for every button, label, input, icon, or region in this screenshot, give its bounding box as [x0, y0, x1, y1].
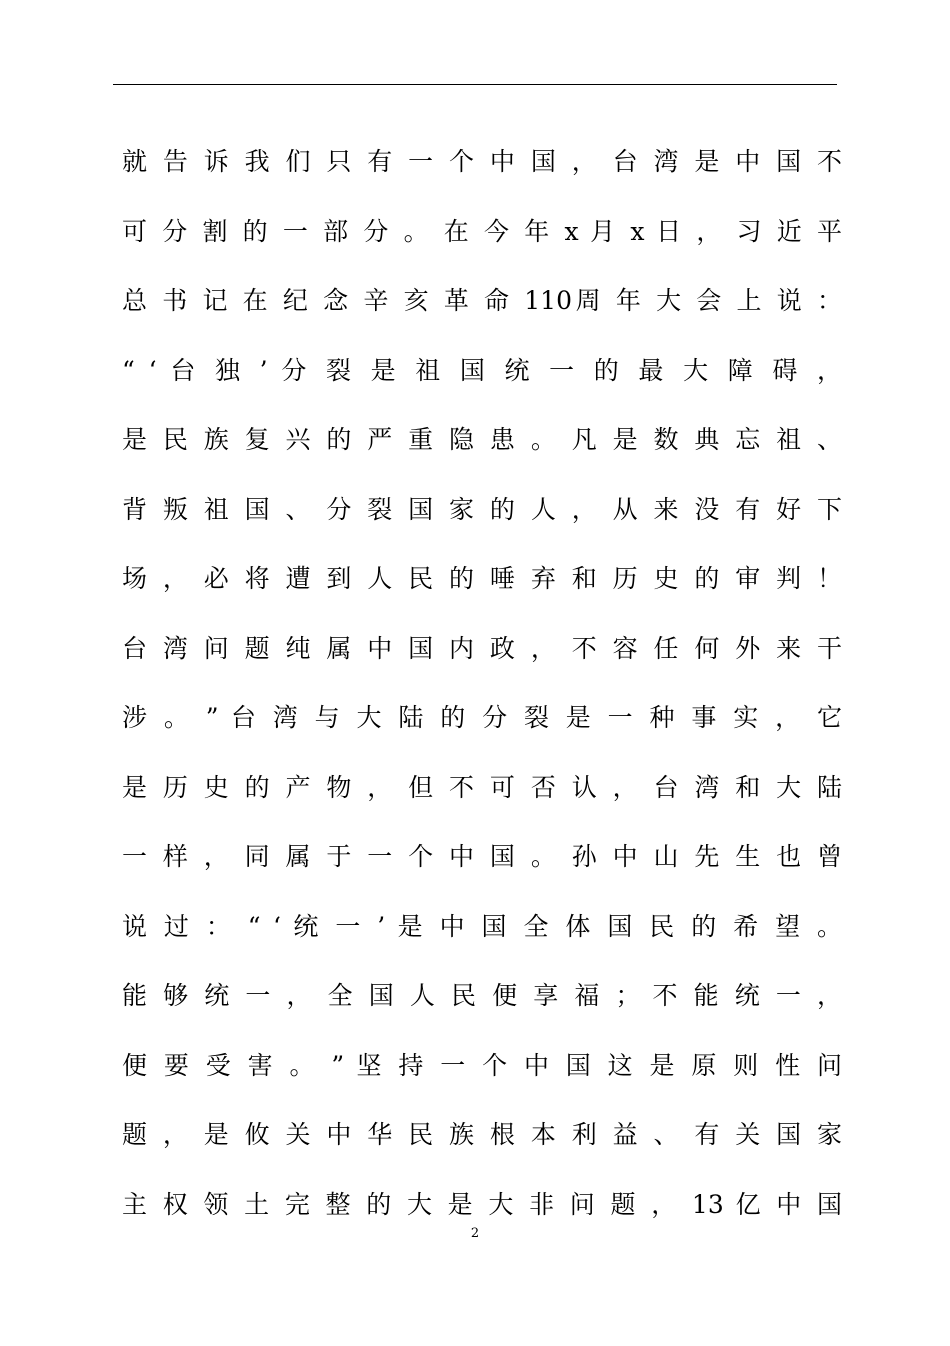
text-line-9: 涉 。 ” 台 湾 与 大 陆 的 分 裂 是 一 种 事 实 ， 它 — [122, 703, 842, 732]
header-rule — [113, 84, 837, 85]
text-line-13: 能 够 统 一 ， 全 国 人 民 便 享 福 ； 不 能 统 一 ， — [122, 981, 842, 1010]
text-line-11: 一 样 ， 同 属 于 一 个 中 国 。 孙 中 山 先 生 也 曾 — [122, 842, 842, 871]
text-line-16: 主 权 领 土 完 整 的 大 是 大 非 问 题 ， 13 亿 中 国 — [122, 1189, 842, 1219]
text-line-4: “ ‘ 台 独 ’ 分 裂 是 祖 国 统 一 的 最 大 障 碍 ， — [122, 355, 842, 385]
text-line-15: 题 ， 是 攸 关 中 华 民 族 根 本 利 益 、 有 关 国 家 — [122, 1120, 842, 1149]
text-line-8: 台 湾 问 题 纯 属 中 国 内 政 ， 不 容 任 何 外 来 干 — [122, 633, 842, 663]
text-line-12: 说 过 ： “ ‘ 统 一 ’ 是 中 国 全 体 国 民 的 希 望 。 — [122, 911, 842, 941]
text-line-10: 是 历 史 的 产 物 ， 但 不 可 否 认 ， 台 湾 和 大 陆 — [122, 772, 842, 802]
text-line-3: 总 书 记 在 纪 念 辛 亥 革 命 110周 年 大 会 上 说 ： — [122, 286, 842, 315]
text-line-2: 可 分 割 的 一 部 分 。 在 今 年 x 月 x 日 ， 习 近 平 — [122, 216, 842, 246]
text-line-7: 场 ， 必 将 遭 到 人 民 的 唾 弃 和 历 史 的 审 判 ！ — [122, 564, 842, 593]
text-line-6: 背 叛 祖 国 、 分 裂 国 家 的 人 ， 从 来 没 有 好 下 — [122, 494, 842, 524]
document-body — [122, 138, 842, 1250]
text-line-1: 就 告 诉 我 们 只 有 一 个 中 国 ， 台 湾 是 中 国 不 — [122, 147, 842, 176]
page-number: 2 — [470, 1226, 480, 1241]
text-line-14: 便 要 受 害 。 ” 坚 持 一 个 中 国 这 是 原 则 性 问 — [122, 1050, 842, 1080]
text-line-5: 是 民 族 复 兴 的 严 重 隐 患 。 凡 是 数 典 忘 祖 、 — [122, 425, 842, 454]
